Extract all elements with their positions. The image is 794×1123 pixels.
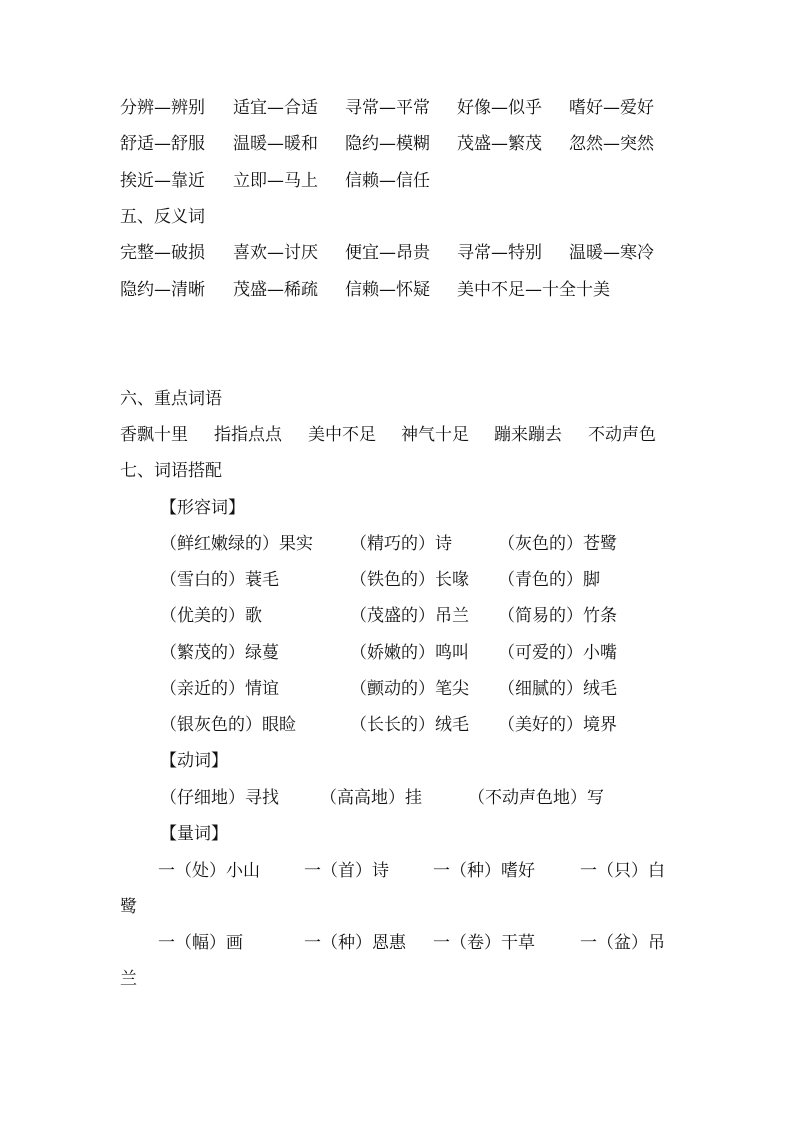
antonym-pair: 温暖—寒冷	[569, 243, 654, 263]
key-word: 香飘十里	[120, 425, 188, 445]
collocation-phrase: （茂盛的）吊兰	[350, 606, 469, 626]
antonym-pair: 完整—破损	[120, 243, 205, 263]
synonym-pair: 适宜—合适	[233, 98, 318, 118]
collocation-phrase: （仔细地）寻找	[160, 788, 279, 808]
measure-phrase: 一（卷）干草	[433, 933, 535, 953]
synonym-pair: 忽然—突然	[569, 134, 654, 154]
collocation-phrase: （亲近的）情谊	[160, 679, 279, 699]
collocation-phrase: （灰色的）苍鹭	[498, 534, 617, 554]
synonym-pair: 温暖—暖和	[233, 134, 318, 154]
antonym-pair: 隐约—清晰	[120, 280, 205, 300]
collocation-phrase: （鲜红嫩绿的）果实	[160, 534, 313, 554]
measure-phrase: 一（种）嗜好	[433, 861, 535, 881]
synonym-pair: 寻常—平常	[345, 98, 430, 118]
measure-row-2-wrap: 兰	[120, 969, 137, 989]
collocation-phrase: （高高地）挂	[320, 788, 422, 808]
antonym-pair: 茂盛—稀疏	[233, 280, 318, 300]
collocation-phrase: （青色的）脚	[498, 570, 600, 590]
collocation-phrase: （娇嫩的）鸣叫	[350, 643, 469, 663]
verb-heading: 【动词】	[160, 751, 228, 771]
synonym-pair: 隐约—模糊	[345, 134, 430, 154]
key-word: 不动声色	[588, 425, 656, 445]
collocation-phrase: （美好的）境界	[498, 715, 617, 735]
measure-heading: 【量词】	[160, 824, 228, 844]
antonym-pair: 寻常—特别	[457, 243, 542, 263]
key-word: 美中不足	[308, 425, 376, 445]
antonym-pair: 喜欢—讨厌	[233, 243, 318, 263]
antonym-pair: 美中不足—十全十美	[457, 280, 610, 300]
collocation-phrase: （可爱的）小嘴	[498, 643, 617, 663]
collocation-phrase: （不动声色地）写	[468, 788, 604, 808]
synonym-pair: 茂盛—繁茂	[457, 134, 542, 154]
measure-phrase: 一（盆）吊	[580, 933, 665, 953]
collocation-phrase: （细腻的）绒毛	[498, 679, 617, 699]
synonym-pair: 好像—似乎	[457, 98, 542, 118]
collocation-phrase: （长长的）绒毛	[350, 715, 469, 735]
collocation-phrase: （颤动的）笔尖	[350, 679, 469, 699]
synonym-pair: 舒适—舒服	[120, 134, 205, 154]
synonym-pair: 嗜好—爱好	[569, 98, 654, 118]
key-word: 神气十足	[401, 425, 469, 445]
measure-phrase: 一（种）恩惠	[304, 933, 406, 953]
collocation-phrase: （优美的）歌	[160, 606, 262, 626]
antonym-pair: 便宜—昂贵	[345, 243, 430, 263]
synonym-pair: 立即—马上	[233, 171, 318, 191]
measure-phrase: 一（幅）画	[158, 933, 243, 953]
synonym-pair: 信赖—信任	[345, 171, 430, 191]
measure-phrase: 一（处）小山	[158, 861, 260, 881]
antonyms-heading: 五、反义词	[120, 207, 205, 227]
collocation-phrase: （银灰色的）眼睑	[160, 715, 296, 735]
collocation-phrase: （铁色的）长喙	[350, 570, 469, 590]
collocation-heading: 七、词语搭配	[120, 461, 222, 481]
key-words-heading: 六、重点词语	[120, 389, 222, 409]
collocation-phrase: （雪白的）蓑毛	[160, 570, 279, 590]
measure-phrase: 一（只）白	[580, 861, 665, 881]
antonym-pair: 信赖—怀疑	[345, 280, 430, 300]
synonym-pair: 挨近—靠近	[120, 171, 205, 191]
collocation-phrase: （简易的）竹条	[498, 606, 617, 626]
key-word: 指指点点	[214, 425, 282, 445]
adjective-heading: 【形容词】	[160, 498, 245, 518]
key-word: 蹦来蹦去	[494, 425, 562, 445]
synonym-pair: 分辨—辨别	[120, 98, 205, 118]
measure-row-1-wrap: 鹭	[120, 897, 137, 917]
collocation-phrase: （精巧的）诗	[350, 534, 452, 554]
measure-phrase: 一（首）诗	[304, 861, 389, 881]
collocation-phrase: （繁茂的）绿蔓	[160, 643, 279, 663]
